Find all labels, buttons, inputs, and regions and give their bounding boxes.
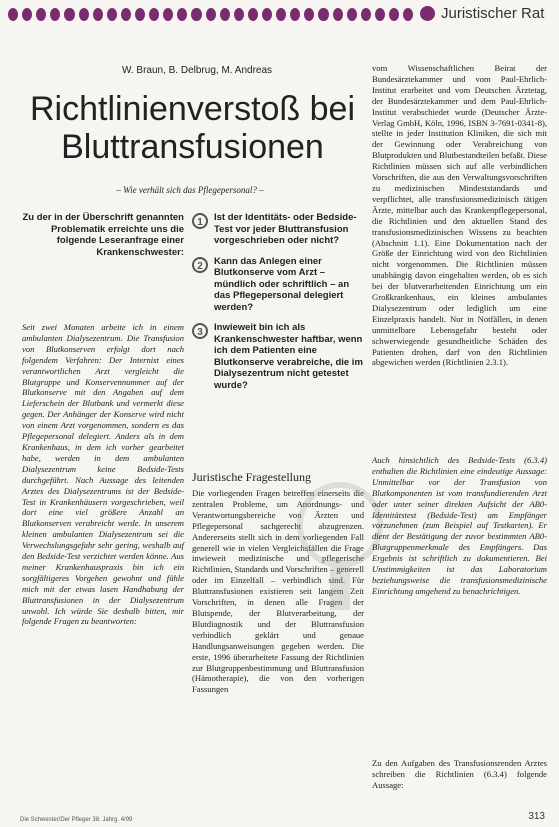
decorative-dot-icon xyxy=(318,8,328,21)
decorative-dot-icon xyxy=(36,8,46,21)
decorative-dot-icon xyxy=(248,8,258,21)
section-heading: Juristische Fragestellung xyxy=(192,470,311,484)
page-number: 313 xyxy=(528,811,545,822)
decorative-dot-icon xyxy=(8,8,18,21)
question-item xyxy=(192,212,364,247)
article-subtitle: – Wie verhält sich das Pflegepersonal? – xyxy=(116,185,264,195)
question-text: Inwieweit bin ich als Krankenschwester haftbar, wenn ich dem Patienten eine Blutkonserve verabreiche, die im Dialysezentrum nicht getestet wurde? xyxy=(214,322,363,391)
decorative-dot-icon xyxy=(290,8,300,21)
decorative-dot-icon xyxy=(262,8,272,21)
decorative-dot-icon xyxy=(333,8,343,21)
question-number-icon: 2 xyxy=(192,257,208,273)
decorative-dot-icon xyxy=(50,8,60,21)
body-column-2: Die vorliegenden Fragen betreffen einerseits die zentralen Probleme, um Anordnungs- und Verantwortungsbereiche von Ärzten und Pflegepersonal sachgerecht abzugrenzen. Andererseits stellt sich in dem vorliegenden Fall generell wie in vielen Vergleichsfällen die Frage inwieweit medizinische und pflegerische Richtlinien, Standards und Vorschriften – generell oder im Einzelfall – verbindlich sind. Für Bluttransfusionen existieren seit langem Zeit Vorschriften, in denen alle Fragen der Blutspende, der Blutverarbeitung, der Blutdiagnostik und der Bluttransfusion verbindlich geklärt und genaue Handlungsanweisungen gegeben werden. Die erste, 1996 überarbeitete Fassung der Richtlinien zur Blutgruppenbestimmung und Bluttransfusion (Hämotherapie), die von den vorherigen Fassungen xyxy=(192,488,364,695)
section-label: Juristischer Rat xyxy=(441,5,545,22)
decorative-dot-icon xyxy=(389,8,399,21)
body-column-3-end: Zu den Aufgaben des Transfusionsrenden Arztes schreiben die Richtlinien (6.3.4) folgende Aussage: xyxy=(372,758,547,790)
decorative-dot-icon xyxy=(304,8,314,21)
richtlinie-quote: Auch hinsichtlich des Bedside-Tests (6.3.4) enthalten die Richtlinien eine eindeutige Aussage: Unmittelbar vor der Transfusion von Blutkomponenten ist vom transfundierenden Arzt oder unter seiner direkten Aufsicht der AB0-Identitätstest (Bedside-Test) am Empfänger vorzunehmen (zum Beispiel auf Testkarten). Er dient der Bestätigung der zuvor bestimmten AB0-Blutgruppenmerkmale des Empfängers. Das Ergebnis ist schriftlich zu dokumentieren. Bei Unstimmigkeiten ist das Laboratorium beziehungsweise die transfusionsmedizinische Einrichtung umgehend zu benachrichtigen. xyxy=(372,455,547,596)
decorative-dot-icon xyxy=(64,8,74,21)
decorative-dot-icon xyxy=(276,8,286,21)
decorative-dot-icon xyxy=(177,8,187,21)
decorative-dot-bar xyxy=(8,8,413,22)
question-text: Kann das Anlegen einer Blutkonserve vom Arzt – mündlich oder schriftlich – an das Pflegepersonal delegiert werden? xyxy=(214,255,350,313)
question-number-icon: 3 xyxy=(192,323,208,339)
question-list xyxy=(192,212,364,400)
article-title: Richtlinienverstoß bei Bluttransfusionen xyxy=(29,90,356,166)
footer-journal: Die Schwester/Der Pfleger 38. Jahrg. 4/99 xyxy=(20,817,133,823)
authors: W. Braun, B. Delbrug, M. Andreas xyxy=(121,65,273,76)
question-number-icon: 1 xyxy=(192,213,208,229)
decorative-dot-icon xyxy=(79,8,89,21)
decorative-dot-icon xyxy=(149,8,159,21)
decorative-dot-icon xyxy=(22,8,32,21)
decorative-dot-icon xyxy=(347,8,357,21)
section-tag xyxy=(420,5,544,22)
decorative-dot-icon xyxy=(375,8,385,21)
question-item xyxy=(192,256,364,314)
section-dot-icon xyxy=(420,6,435,21)
decorative-dot-icon xyxy=(234,8,244,21)
decorative-dot-icon xyxy=(361,8,371,21)
decorative-dot-icon xyxy=(135,8,145,21)
body-column-3: vom Wissenschaftlichen Beirat der Bundesärztekammer und vom Paul-Ehrlich-Institut erarbeitet und vom Deutschen Ärztetag, der Bundesärztekammer und dem Paul-Ehrlich-Institut verabschiedet wurde (Deutscher Ärzte-Verlag GmbH, Köln, 1996, ISBN 3-7691-0341-8), stellte in jeder Institution Kliniken, die sich mit der Gewinnung oder Verabreichung von Blutprodukten und Blutbestandteilen befaßt. Diese Richtlinien müssen sich auf alle verbindlichen Vorschriften, die aus den Verwaltungsvorschriften zu medizinischen Mindeststandards und verpflichtet, alle transfusionsmedizinisch tätigen Ärzte, mittelbar auch das Krankenpflegepersonal, die Richtlinien und den aktuellen Stand des transfusionsmedizinischen Wissens zu beachten (Abschnitt 1.1). Eine Dokumentation nach der Größe der Einrichtung wird von den Richtlinien nicht vorgenommen. Die Richtlinien müssen unabhängig davon eingehalten werden, ob es sich bei der blutverarbeitenden Einrichtung um ein Großkrankenhaus, ein kleines ambulantes Dialysezentrum oder lediglich um eine Einzelpraxis handelt. Nur in Notfällen, in denen unmittelbare Lebensgefahr besteht oder schwerwiegende gesundheitliche Schäden des Patienten drohen, darf von den Richtlinien abgewichen werden (Richtlinien 2.3.1). xyxy=(372,63,547,368)
decorative-dot-icon xyxy=(163,8,173,21)
decorative-dot-icon xyxy=(220,8,230,21)
decorative-dot-icon xyxy=(403,8,413,21)
reader-letter: Seit zwei Monaten arbeite ich in einem ambulanten Dialysezentrum. Die Transfusion von Blutkonserven erfolgt dort nach folgendem Verfahren: Der Internist eines verantwortlichen Arzt vergleicht die Blutgruppe und Konservennummer auf der Blutkonserve mit den Angaben auf dem Lieferschein der Blutbank und vermerkt diese gegen. Der Anhänger der Konserve wird nicht von einem Arzt vorgenommen, sondern es das Pflegepersonal delegiert. Anders als in dem Krankenhaus, in dem ich vorher gearbeitet habe, werden in dem ambulanten Dialysezentrum keine Bedside-Tests durchgeführt. Nach Aussage des leitenden Arztes des Dialysezentrums ist der Bedside-Test in Krankenhäusern vorgeschrieben, weil dort eine viel größere Anzahl an Blutkonserven verabreicht werde. In unserem kleinen ambulanten Dialysezentrum sei die Verwechslungsgefahr sehr gering, weshalb auf den Bedside-Test verzichtet werden könne. Aus meiner Krankenhauspraxis bin ich ein sorgfältigeres Vorgehen gewohnt und fühle mich mit der etwas lasen Handhabung der Bluttransfusionen in der Dialysezentrum unwohl. Ich würde Sie deshalb bitten, mir folgende Fragen zu beantworten: xyxy=(22,322,184,627)
decorative-dot-icon xyxy=(191,8,201,21)
decorative-dot-icon xyxy=(93,8,103,21)
question-text: Ist der Identitäts- oder Bedside-Test vor jeder Bluttransfusion vorgeschrieben oder nicht? xyxy=(214,212,357,246)
decorative-dot-icon xyxy=(206,8,216,21)
lead-question: Zu der in der Überschrift genannten Problematik erreichte uns die folgende Leseranfrage einer Krankenschwester: xyxy=(22,212,184,258)
question-item xyxy=(192,322,364,391)
decorative-dot-icon xyxy=(121,8,131,21)
decorative-dot-icon xyxy=(107,8,117,21)
